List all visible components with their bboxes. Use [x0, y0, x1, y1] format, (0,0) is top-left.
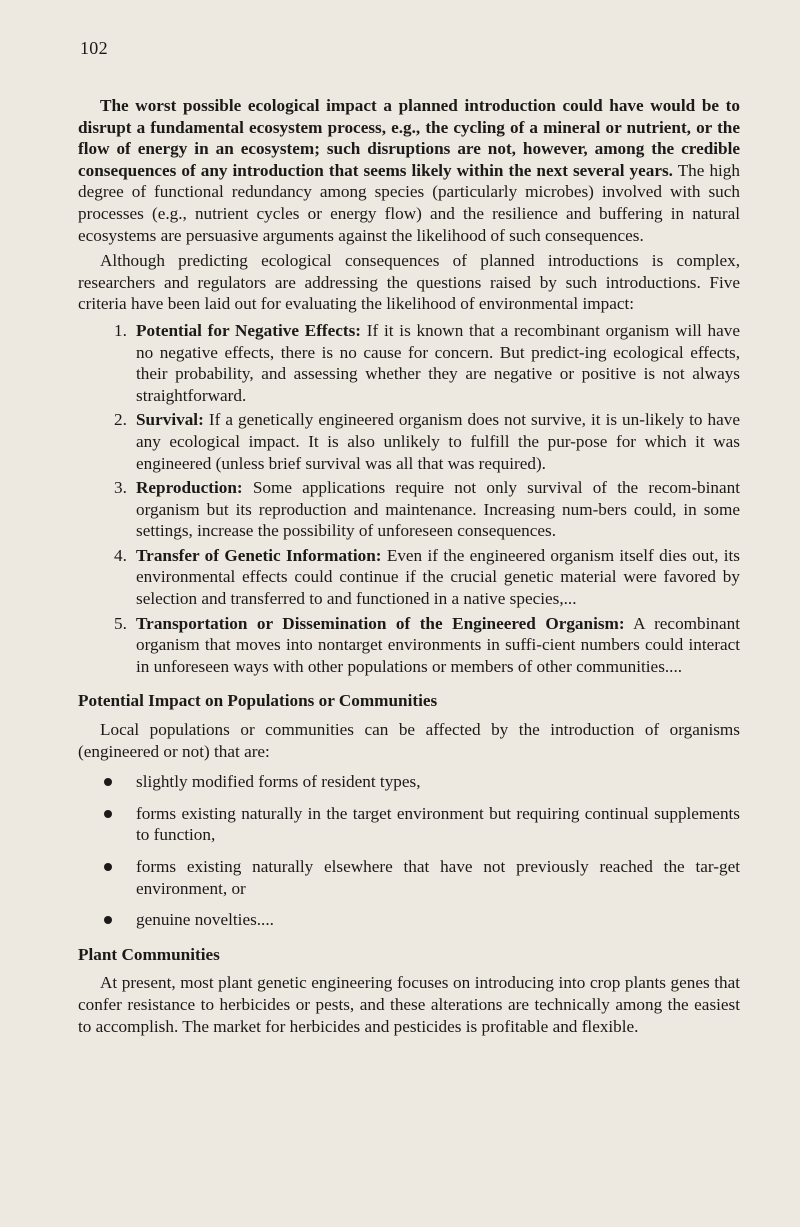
- bullet-icon: [104, 916, 112, 924]
- list-item-number: 5.: [114, 613, 127, 633]
- intro-bold-text: The worst possible ecological impact a planned introduction could have would be to disrupt a fundamental ecosystem process, e.g., the cycling of a mineral or nutrient, or the flow of energy in an ecosystem; such disruptions are not, however, among the credible consequences of any introduction that seems likely within the next several years.: [78, 96, 740, 180]
- list-item-number: 1.: [114, 320, 127, 340]
- list-item-term: Survival:: [136, 410, 204, 430]
- list-item: [78, 856, 740, 899]
- list-item-text: If a genetically engineered organism does not survive, it is un-likely to have any ecological impact. It is also unlikely to fulfill the pur-pose for which it was engineered (unless brief survival was all that was required).: [136, 410, 740, 473]
- list-item-term: Transfer of Genetic Information:: [136, 545, 382, 565]
- populations-intro-paragraph: Local populations or communities can be affected by the introduction of organisms (engineered or not) that are:: [78, 720, 740, 761]
- bullet-icon: [104, 863, 112, 871]
- list-item-term: Reproduction:: [136, 478, 243, 498]
- page-content: [78, 95, 740, 1037]
- bullet-list: [78, 771, 740, 931]
- bullet-text: genuine novelties....: [136, 910, 274, 930]
- section-heading-populations: Potential Impact on Populations or Communities: [78, 691, 438, 711]
- list-item: [78, 771, 740, 793]
- list-item-text: Even if the engineered organism itself dies out, its environmental effects could continue if the crucial genetic material were favored by selection and transferred to and functioned in a native species,...: [136, 545, 740, 609]
- list-item-text: A recombinant organism that moves into nontarget environments in suffi-cient numbers could interact in unforeseen ways with other populations or members of other communities....: [136, 613, 740, 676]
- list-item: [78, 613, 740, 678]
- bullet-icon: [104, 778, 112, 786]
- bullet-icon: [104, 810, 112, 818]
- list-item-text: Some applications require not only survival of the recom-binant organism but its reproduction and maintenance. Increasing num-bers could, in some settings, increase the possibility of unforeseen consequences.: [136, 478, 740, 541]
- list-item: [78, 909, 740, 931]
- criteria-intro-paragraph: Although predicting ecological consequences of planned introductions is complex, researchers and regulators are addressing the questions raised by such introductions. Five criteria have been laid out for evaluating the likelihood of environmental impact:: [78, 251, 740, 314]
- list-item: [78, 409, 740, 474]
- list-item-number: 2.: [114, 410, 127, 430]
- plant-communities-paragraph: At present, most plant genetic engineering focuses on introducing into crop plants genes that confer resistance to herbicides or pests, and these alterations are technically among the easiest to accomplish. The market for herbicides and pesticides is profitable and flexible.: [78, 973, 740, 1036]
- list-item: [78, 477, 740, 542]
- page-number: 102: [80, 38, 108, 58]
- list-item-term: Potential for Negative Effects:: [136, 320, 362, 340]
- bullet-text: slightly modified forms of resident types,: [136, 772, 421, 792]
- list-item-term: Transportation or Dissemination of the Engineered Organism:: [136, 613, 625, 633]
- list-item-text: If it is known that a recombinant organism will have no negative effects, there is no cause for concern. But predict-ing ecological effects, their probability, and assessing whether they are negative or positive is not always straightforward.: [136, 320, 740, 405]
- intro-paragraph: [78, 95, 740, 246]
- list-item-number: 4.: [114, 545, 127, 565]
- bullet-text: forms existing naturally in the target environment but requiring continual supplements to function,: [136, 803, 740, 845]
- bullet-text: forms existing naturally elsewhere that have not previously reached the tar-get environment, or: [136, 857, 740, 898]
- list-item: [78, 803, 740, 846]
- section-heading-plant-communities: Plant Communities: [78, 944, 220, 964]
- list-item: [78, 545, 740, 610]
- intro-normal-text: The high degree of functional redundancy among species (particularly microbes) involved with such processes (e.g., nutrient cycles or energy flow) and the resilience and buffering in natural ecosystems are persuasive arguments against the likelihood of such consequences.: [78, 160, 740, 245]
- criteria-list: [78, 320, 740, 678]
- list-item-number: 3.: [114, 478, 127, 498]
- list-item: [78, 320, 740, 406]
